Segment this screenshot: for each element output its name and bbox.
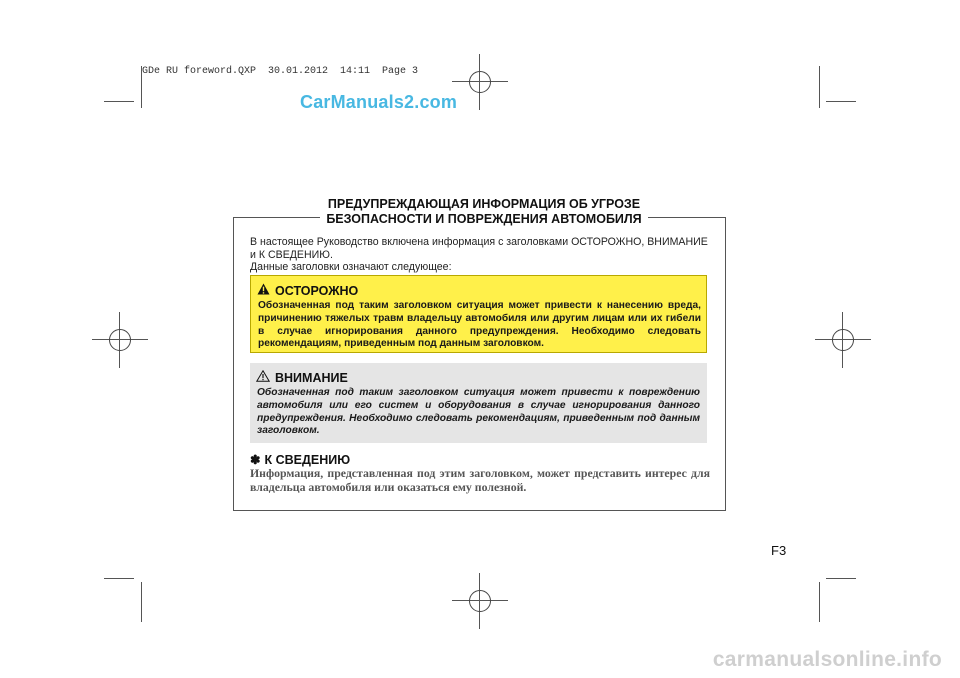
intro-text — [250, 236, 716, 274]
section-title — [320, 197, 648, 227]
note-heading-label: К СВЕДЕНИЮ — [264, 452, 351, 467]
caution-box — [250, 363, 707, 443]
printer-slug: GDe RU foreword.QXP 30.01.2012 14:11 Page 3 — [142, 66, 419, 77]
warning-triangle-icon — [257, 283, 270, 298]
warning-heading — [257, 283, 358, 298]
intro-line2: Данные заголовки означают следующее: — [250, 261, 452, 273]
warning-heading-label: ОСТОРОЖНО — [275, 283, 359, 298]
section-title-line2: БЕЗОПАСНОСТИ И ПОВРЕЖДЕНИЯ АВТОМОБИЛЯ — [326, 212, 642, 226]
watermark-site-bottom: carmanualsonline.info — [712, 648, 942, 671]
intro-line1: В настоящее Руководство включена информация с заголовками ОСТОРОЖНО, ВНИМАНИЕ и К СВЕДЕНИЮ. — [250, 236, 708, 261]
note-heading — [250, 452, 350, 467]
asterisk-icon: ✽ — [250, 453, 261, 467]
section-title-line1: ПРЕДУПРЕЖДАЮЩАЯ ИНФОРМАЦИЯ ОБ УГРОЗЕ — [327, 197, 641, 211]
caution-text: Обозначенная под таким заголовком ситуация может привести к повреждению автомобиля или его систем и оборудования в случае игнорирования данного предупреждения. Необходимо следовать рекомендациям, приведенным под данным заголовком. — [257, 387, 700, 437]
caution-heading-label: ВНИМАНИЕ — [275, 370, 348, 385]
caution-triangle-outline-icon — [256, 370, 270, 385]
note-text: Информация, представленная под этим заголовком, может представить интерес для владельца автомобиля или оказаться ему полезной. — [250, 466, 710, 494]
warning-text: Обозначенная под таким заголовком ситуация может привести к нанесению вреда, причинению тяжелых травм владельцу автомобиля или другим лицам или их гибели в случае игнорирования данного предупреждения. Необходимо следовать рекомендациям, приведенным под данным заголовком. — [258, 300, 701, 350]
warning-box — [250, 275, 707, 353]
page-number: F3 — [771, 543, 787, 558]
caution-heading — [256, 370, 348, 385]
watermark-logo-top: CarManuals2.com — [300, 92, 458, 112]
